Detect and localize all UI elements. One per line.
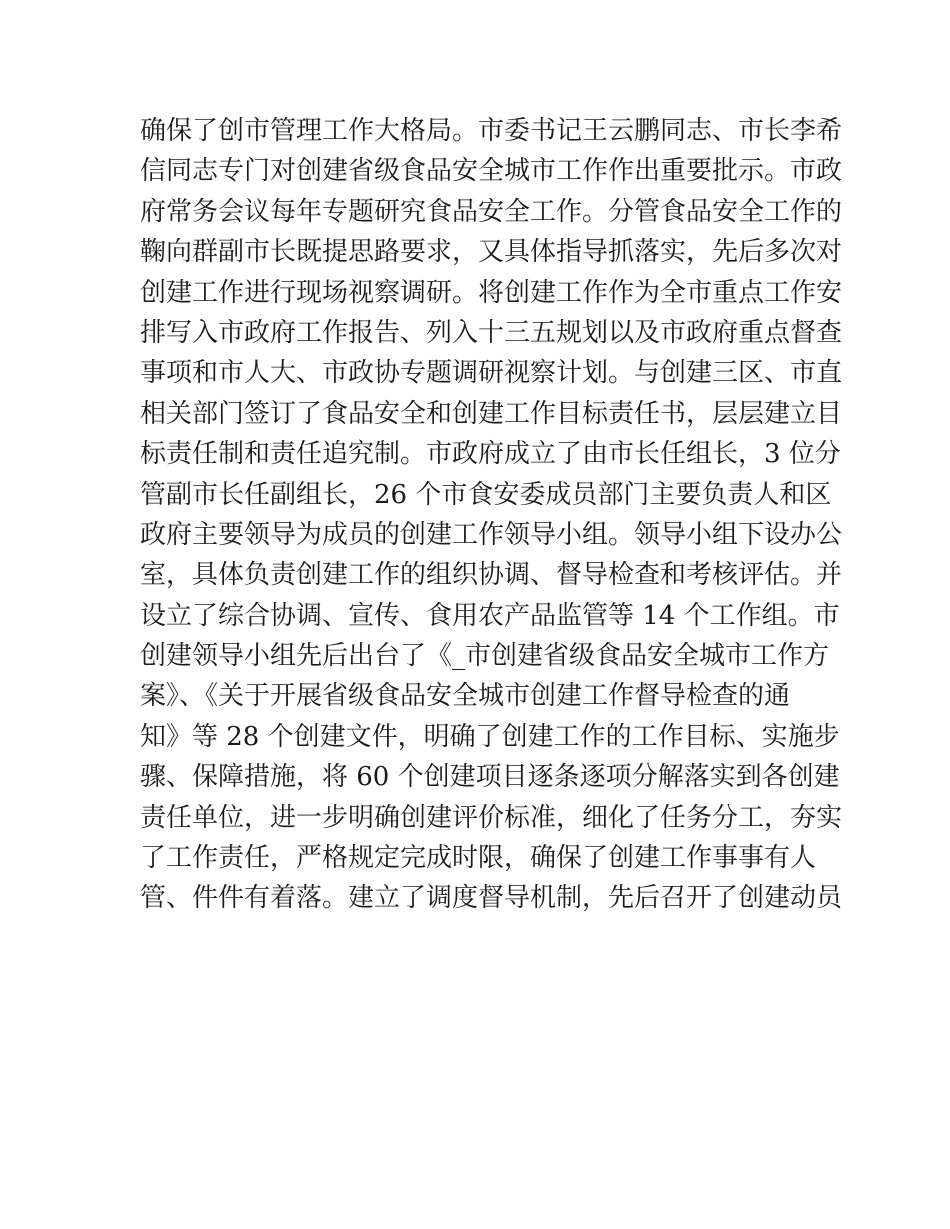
text-line: 相关部门签订了食品安全和创建工作目标责任书，层层建立目 [140,398,843,429]
text-line: 信同志专门对创建省级食品安全城市工作作出重要批示。市政 [140,156,843,187]
text-line: 骤、保障措施，将 60 个创建项目逐条逐项分解落实到各创建 [140,762,840,793]
body-paragraph [140,111,843,919]
text-line: 排写入市政府工作报告、列入十三五规划以及市政府重点督查 [140,317,843,348]
text-line: 鞠向群副市长既提思路要求，又具体指导抓落实，先后多次对 [140,237,843,268]
text-line: 知》等 28 个创建文件，明确了创建工作的工作目标、实施步 [140,721,840,752]
text-line: 事项和市人大、市政协专题调研视察计划。与创建三区、市直 [140,358,843,389]
text-line: 管、件件有着落。建立了调度督导机制，先后召开了创建动员 [140,883,843,914]
text-line: 责任单位，进一步明确创建评价标准，细化了任务分工，夯实 [140,802,843,833]
text-line: 标责任制和责任追究制。市政府成立了由市长任组长，3 位分 [140,439,841,470]
text-line: 政府主要领导为成员的创建工作领导小组。领导小组下设办公 [140,519,843,550]
text-line: 确保了创市管理工作大格局。市委书记王云鹏同志、市长李希 [140,116,843,146]
text-line: 案》、《关于开展省级食品安全城市创建工作督导检查的通 [140,681,791,712]
text-line: 创建领导小组先后出台了《_市创建省级食品安全城市工作方 [140,641,830,672]
text-line: 管副市长任副组长，26 个市食安委成员部门主要负责人和区 [140,479,832,510]
text-line: 了工作责任，严格规定完成时限，确保了创建工作事事有人 [140,843,817,874]
text-line: 创建工作进行现场视察调研。将创建工作作为全市重点工作安 [140,277,843,308]
text-line: 设立了综合协调、宣传、食用农产品监管等 14 个工作组。市 [140,600,840,631]
text-line: 室，具体负责创建工作的组织协调、督导检查和考核评估。并 [140,560,843,591]
text-line: 府常务会议每年专题研究食品安全工作。分管食品安全工作的 [140,196,843,227]
